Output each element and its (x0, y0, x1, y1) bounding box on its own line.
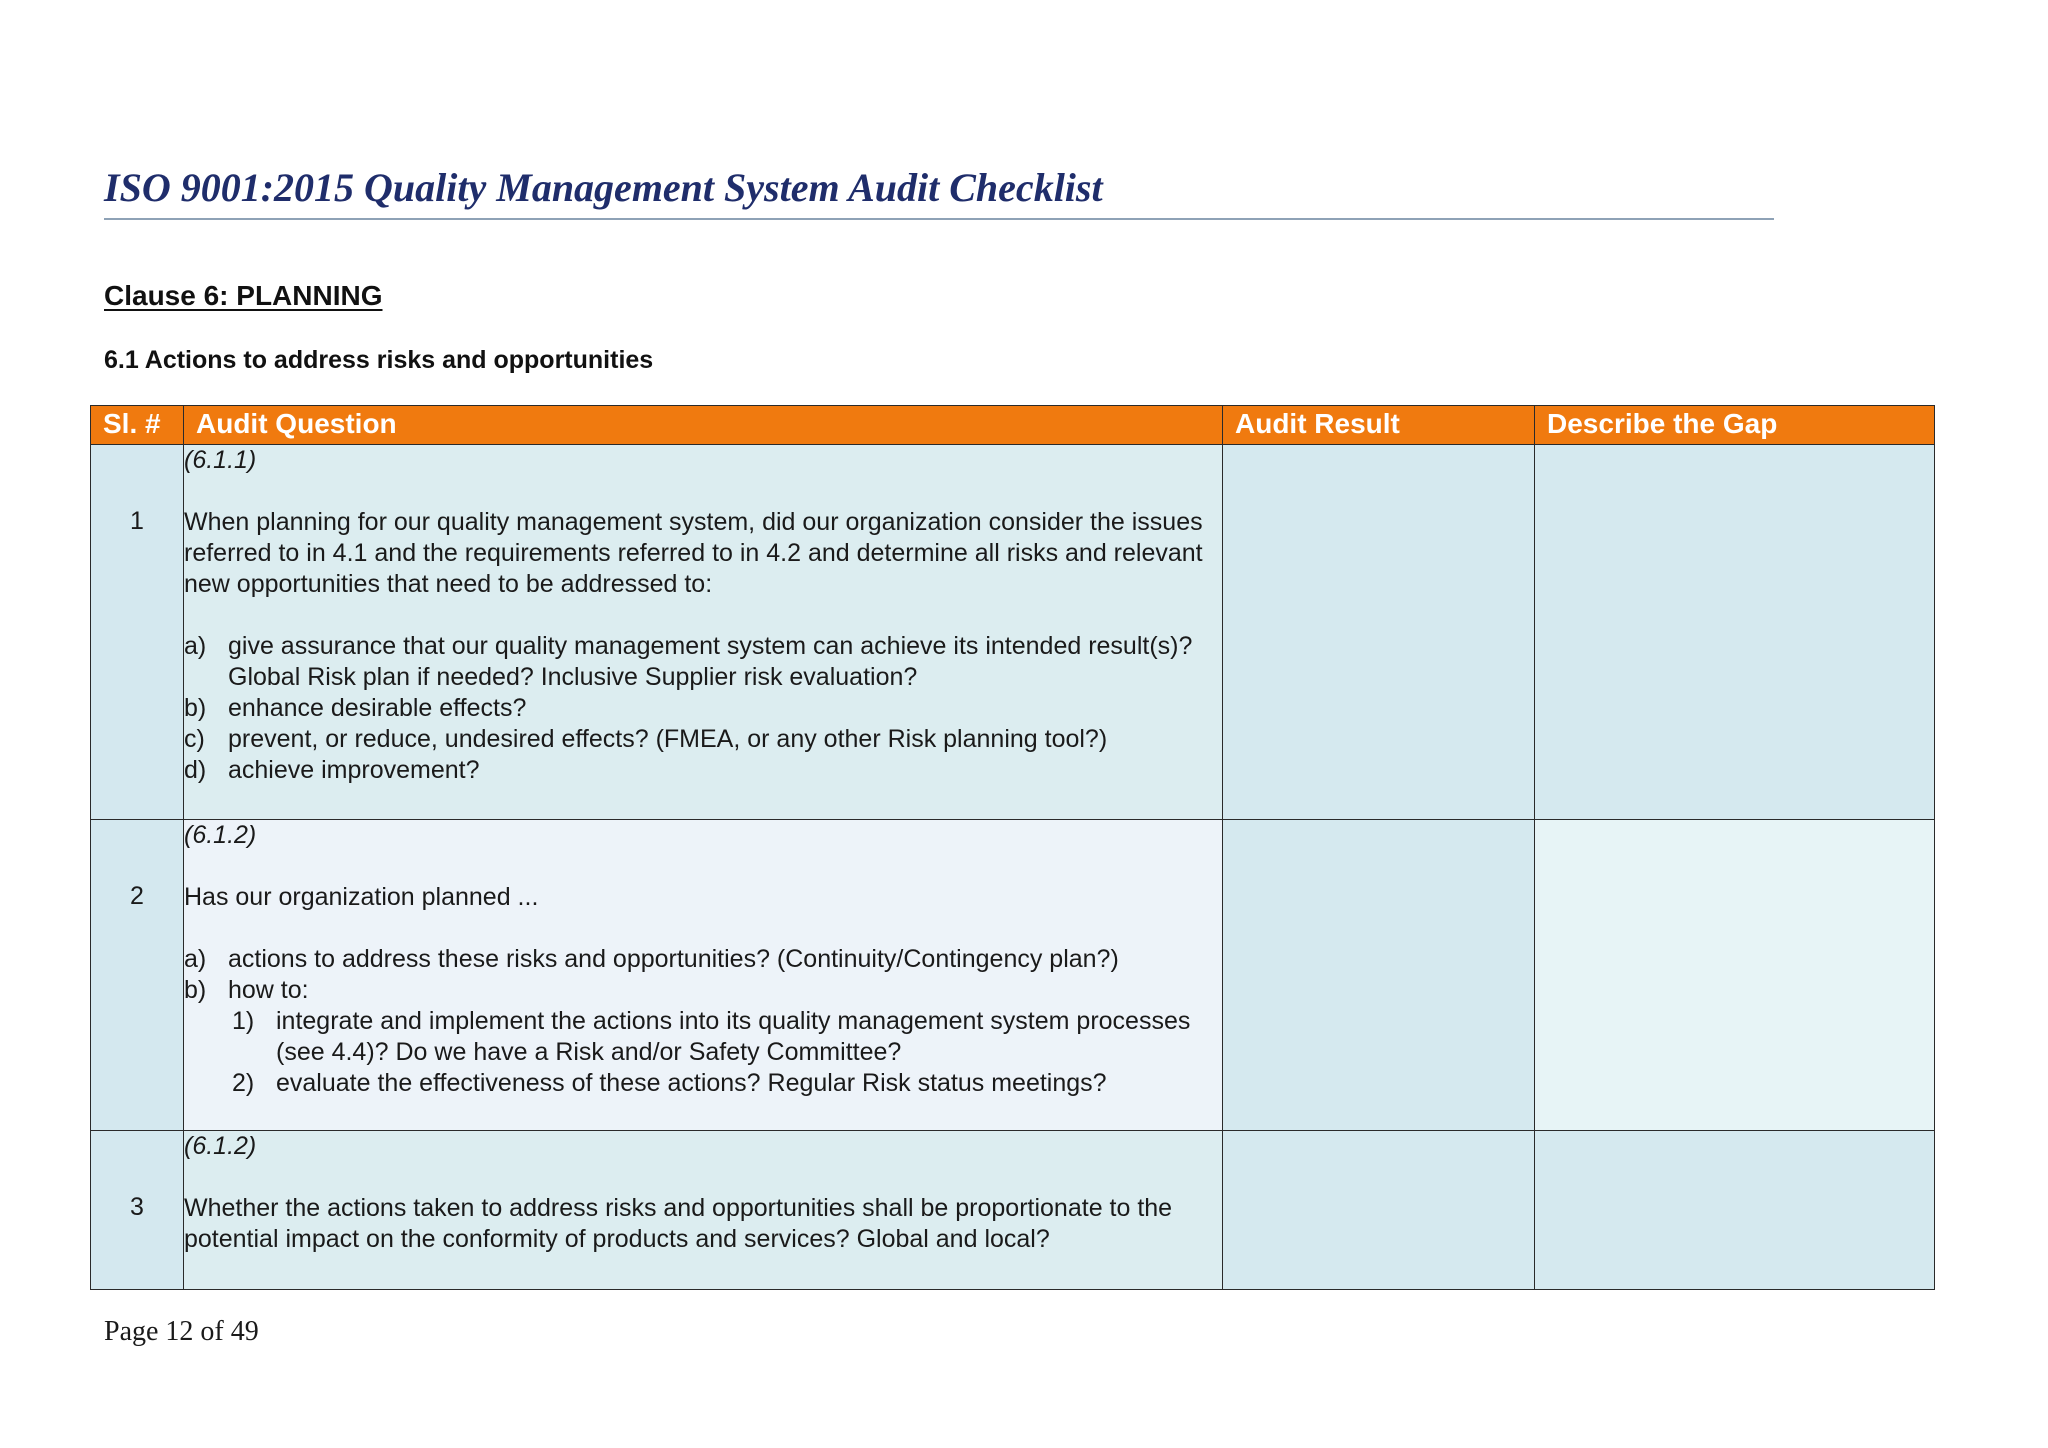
sl-number-cell (91, 445, 184, 820)
list-item (184, 724, 1222, 755)
list-item (184, 944, 1222, 975)
list-item (184, 755, 1222, 786)
clause-reference: (6.1.2) (184, 1132, 257, 1160)
header-describe-gap: Describe the Gap (1535, 406, 1935, 445)
describe-gap-cell[interactable] (1535, 445, 1935, 820)
list-marker: 1) (232, 1007, 255, 1035)
list-marker: a) (184, 632, 207, 660)
describe-gap-cell[interactable] (1535, 1131, 1935, 1290)
list-item-text: integrate and implement the actions into its quality management system processes (see 4.4)? Do we have a Risk and/or Safety Committee? (276, 1007, 1191, 1066)
list-item (184, 975, 1222, 1006)
list-marker: b) (184, 694, 207, 722)
audit-result-cell[interactable] (1223, 445, 1535, 820)
list-marker: b) (184, 976, 207, 1004)
sl-number-cell (91, 1131, 184, 1290)
describe-gap-cell[interactable] (1535, 820, 1935, 1131)
list-marker: 2) (232, 1069, 255, 1097)
list-item-text: prevent, or reduce, undesired effects? (FMEA, or any other Risk planning tool?) (228, 725, 1108, 753)
table-row (91, 820, 1935, 1131)
audit-result-cell[interactable] (1223, 820, 1535, 1131)
clause-heading: Clause 6: PLANNING (104, 280, 383, 311)
header-sl-number: Sl. # (91, 406, 184, 445)
list-item-text: achieve improvement? (228, 756, 480, 784)
sl-number: 2 (130, 882, 144, 910)
header-audit-question: Audit Question (184, 406, 1223, 445)
question-list (184, 631, 1222, 786)
list-item-text: how to: (228, 976, 309, 1004)
list-item (232, 1068, 1222, 1099)
list-marker: a) (184, 945, 207, 973)
page-number: Page 12 of 49 (104, 1316, 259, 1347)
section-heading: 6.1 Actions to address risks and opportunities (104, 346, 654, 374)
table-row (91, 445, 1935, 820)
question-list (184, 944, 1222, 1006)
sl-number: 3 (130, 1193, 144, 1221)
list-item-text: actions to address these risks and opportunities? (Continuity/Contingency plan?) (228, 945, 1119, 973)
question-text: When planning for our quality management system, did our organization consider the issues referred to in 4.1 and the requirements referred to in 4.2 and determine all risks and relevant new opportunities that need to be addressed to: (184, 508, 1203, 598)
audit-question-cell (184, 445, 1223, 820)
audit-question-cell (184, 1131, 1223, 1290)
header-audit-result: Audit Result (1223, 406, 1535, 445)
audit-checklist-table (90, 405, 1935, 1290)
list-marker: d) (184, 756, 207, 784)
list-item (232, 1006, 1222, 1068)
audit-result-cell[interactable] (1223, 1131, 1535, 1290)
clause-reference: (6.1.1) (184, 446, 257, 474)
list-item (184, 693, 1222, 724)
document-title: ISO 9001:2015 Quality Management System Audit Checklist (104, 160, 1774, 220)
clause-reference: (6.1.2) (184, 821, 257, 849)
table-row (91, 1131, 1935, 1290)
table-header-row (91, 406, 1935, 445)
sub-question-list (184, 1006, 1222, 1099)
list-item-text: give assurance that our quality management system can achieve its intended result(s)? Global Risk plan if needed? Inclusive Supplier risk evaluation? (228, 632, 1193, 691)
list-item-text: evaluate the effectiveness of these actions? Regular Risk status meetings? (276, 1069, 1107, 1097)
sl-number-cell (91, 820, 184, 1131)
question-text: Whether the actions taken to address risks and opportunities shall be proportionate to the potential impact on the conformity of products and services? Global and local? (184, 1194, 1173, 1253)
list-item-text: enhance desirable effects? (228, 694, 527, 722)
list-item (184, 631, 1222, 693)
list-marker: c) (184, 725, 205, 753)
audit-question-cell (184, 820, 1223, 1131)
sl-number: 1 (130, 507, 144, 535)
question-text: Has our organization planned ... (184, 883, 539, 911)
